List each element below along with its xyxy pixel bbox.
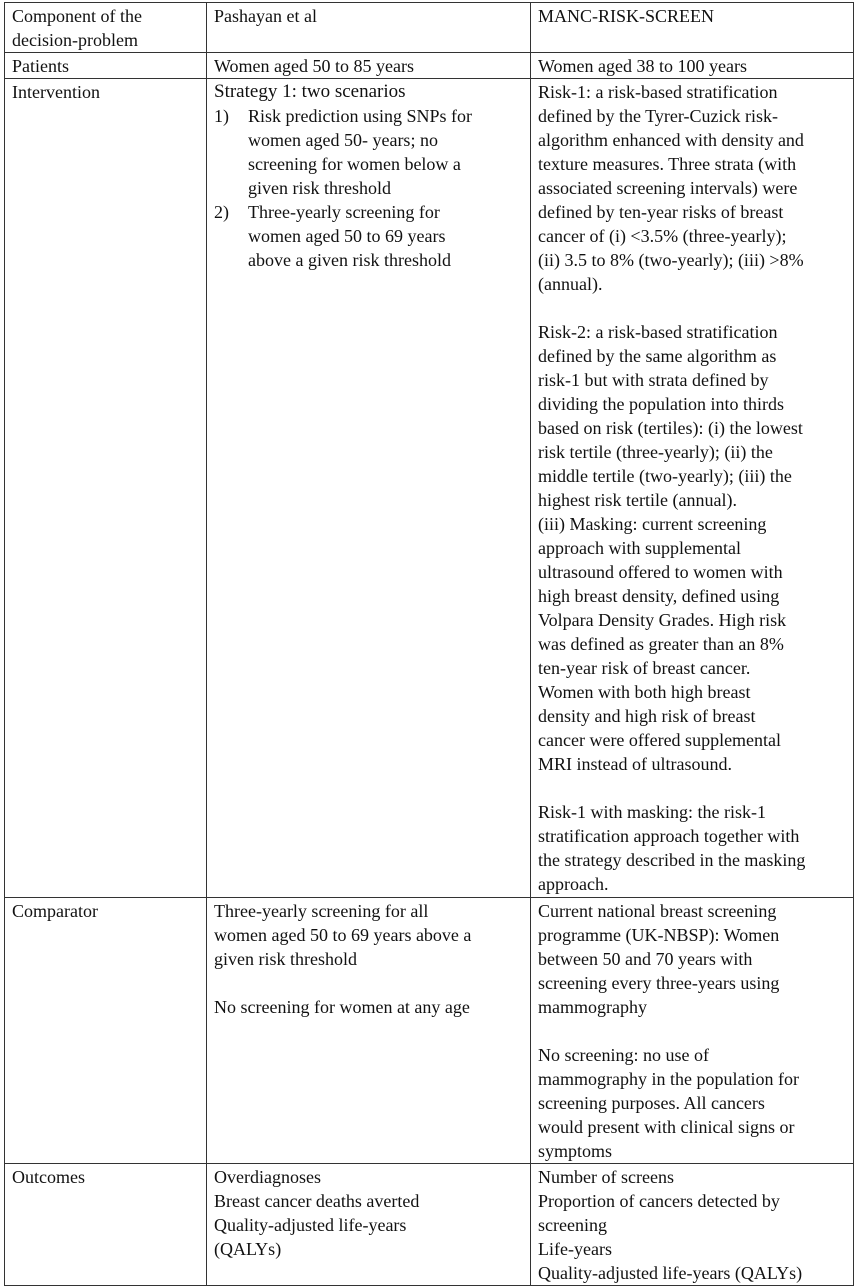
header-pashayan-text: Pashayan et al bbox=[214, 6, 317, 26]
text-line: symptoms bbox=[538, 1141, 613, 1161]
text-line: approach with supplemental bbox=[538, 538, 741, 558]
header-component-cell bbox=[5, 3, 207, 53]
intervention-pashayan-cell bbox=[207, 79, 531, 898]
comparison-table bbox=[4, 2, 854, 1286]
text-line: Three-yearly screening for bbox=[248, 202, 440, 222]
comparator-row bbox=[5, 898, 854, 1164]
text-line: Risk-1 with masking: the risk-1 bbox=[538, 802, 766, 822]
text-line: (ii) 3.5 to 8% (two-yearly); (iii) >8% bbox=[538, 250, 804, 270]
header-pashayan-cell bbox=[207, 3, 531, 53]
risk1-masking-paragraph bbox=[538, 800, 846, 896]
text-line: No screening for women at any age bbox=[214, 997, 470, 1017]
text-line: Quality-adjusted life-years (QALYs) bbox=[538, 1263, 803, 1283]
text-line: was defined as greater than an 8% bbox=[538, 634, 784, 654]
text-line: dividing the population into thirds bbox=[538, 394, 784, 414]
text-line: MRI instead of ultrasound. bbox=[538, 754, 732, 774]
text-line: stratification approach together with bbox=[538, 826, 800, 846]
text-line: risk tertile (three-yearly); (ii) the bbox=[538, 442, 773, 462]
text-line: cancer were offered supplemental bbox=[538, 730, 782, 750]
risk2-paragraph bbox=[538, 320, 846, 512]
strategy-item-number: 2) bbox=[214, 202, 229, 222]
strategy-item-text bbox=[248, 200, 523, 272]
strategy-item-text bbox=[248, 104, 523, 200]
patients-pashayan-cell bbox=[207, 53, 531, 79]
text-line: Risk prediction using SNPs for bbox=[248, 106, 473, 126]
text-line: (iii) Masking: current screening bbox=[538, 514, 767, 534]
text-line: highest risk tertile (annual). bbox=[538, 490, 737, 510]
outcomes-row bbox=[5, 1164, 854, 1286]
outcomes-pashayan-cell bbox=[207, 1164, 531, 1286]
text-line: mammography bbox=[538, 997, 647, 1017]
text-line: screening every three-years using bbox=[538, 973, 780, 993]
text-line: (QALYs) bbox=[214, 1239, 282, 1259]
comparator-label: Comparator bbox=[12, 901, 98, 921]
strategy-item-number: 1) bbox=[214, 106, 229, 126]
strategy-item-1 bbox=[214, 104, 523, 200]
intervention-manc-cell bbox=[531, 79, 854, 898]
outcomes-manc-cell bbox=[531, 1164, 854, 1286]
intervention-label-cell bbox=[5, 79, 207, 898]
comparator-pashayan-p2 bbox=[214, 995, 523, 1019]
text-line: defined by ten-year risks of breast bbox=[538, 202, 784, 222]
text-line: given risk threshold bbox=[248, 178, 391, 198]
masking-paragraph bbox=[538, 512, 846, 776]
text-line: Risk-2: a risk-based stratification bbox=[538, 322, 778, 342]
header-row bbox=[5, 3, 854, 53]
comparator-label-cell bbox=[5, 898, 207, 1164]
intervention-row bbox=[5, 79, 854, 898]
patients-pashayan-text: Women aged 50 to 85 years bbox=[214, 56, 414, 76]
comparator-manc-cell bbox=[531, 898, 854, 1164]
text-line: associated screening intervals) were bbox=[538, 178, 798, 198]
text-line: high breast density, defined using bbox=[538, 586, 780, 606]
text-line: Risk-1: a risk-based stratification bbox=[538, 82, 778, 102]
outcomes-label: Outcomes bbox=[12, 1167, 85, 1187]
text-line: Proportion of cancers detected by bbox=[538, 1191, 780, 1211]
text-line: Three-yearly screening for all bbox=[214, 901, 429, 921]
text-line: algorithm enhanced with density and bbox=[538, 130, 804, 150]
text-line: women aged 50- years; no bbox=[248, 130, 438, 150]
text-line: Breast cancer deaths averted bbox=[214, 1191, 420, 1211]
comparator-pashayan-cell bbox=[207, 898, 531, 1164]
outcomes-pashayan-list bbox=[214, 1165, 523, 1261]
header-component-text bbox=[12, 4, 199, 52]
text-line: texture measures. Three strata (with bbox=[538, 154, 797, 174]
strategy-title: Strategy 1: two scenarios bbox=[214, 81, 406, 102]
patients-manc-text: Women aged 38 to 100 years bbox=[538, 56, 747, 76]
text-line: based on risk (tertiles): (i) the lowest bbox=[538, 418, 803, 438]
outcomes-manc-list bbox=[538, 1165, 846, 1285]
intervention-label: Intervention bbox=[12, 82, 100, 102]
strategy-item-2 bbox=[214, 200, 523, 272]
patients-row bbox=[5, 53, 854, 79]
strategy-list bbox=[214, 104, 523, 272]
text-line: Overdiagnoses bbox=[214, 1167, 321, 1187]
text-line: screening purposes. All cancers bbox=[538, 1093, 765, 1113]
text-line: Volpara Density Grades. High risk bbox=[538, 610, 787, 630]
text-line: women aged 50 to 69 years bbox=[248, 226, 446, 246]
comparator-manc-p1 bbox=[538, 899, 846, 1019]
text-line: No screening: no use of bbox=[538, 1045, 709, 1065]
text-line: between 50 and 70 years with bbox=[538, 949, 753, 969]
text-line: above a given risk threshold bbox=[248, 250, 451, 270]
text-line: defined by the Tyrer-Cuzick risk- bbox=[538, 106, 778, 126]
text-line: middle tertile (two-yearly); (iii) the bbox=[538, 466, 792, 486]
text-line: density and high risk of breast bbox=[538, 706, 756, 726]
text-line: screening bbox=[538, 1215, 607, 1235]
text-line: (annual). bbox=[538, 274, 603, 294]
text-line: given risk threshold bbox=[214, 949, 357, 969]
text-line: ultrasound offered to women with bbox=[538, 562, 783, 582]
text-line: risk-1 but with strata defined by bbox=[538, 370, 769, 390]
text-line: defined by the same algorithm as bbox=[538, 346, 777, 366]
text-line: Current national breast screening bbox=[538, 901, 777, 921]
patients-manc-cell bbox=[531, 53, 854, 79]
header-manc-text: MANC-RISK-SCREEN bbox=[538, 6, 715, 26]
comparator-pashayan-p1 bbox=[214, 899, 523, 971]
text-line: Life-years bbox=[538, 1239, 612, 1259]
text-line: ten-year risk of breast cancer. bbox=[538, 658, 751, 678]
text-line: Number of screens bbox=[538, 1167, 674, 1187]
risk1-paragraph bbox=[538, 80, 846, 296]
text-line: screening for women below a bbox=[248, 154, 461, 174]
comparator-manc-p2 bbox=[538, 1043, 846, 1163]
text-line: mammography in the population for bbox=[538, 1069, 799, 1089]
text-line: women aged 50 to 69 years above a bbox=[214, 925, 472, 945]
text-line: decision-problem bbox=[12, 30, 138, 50]
text-line: Quality-adjusted life-years bbox=[214, 1215, 407, 1235]
text-line: approach. bbox=[538, 874, 609, 894]
patients-label-cell bbox=[5, 53, 207, 79]
text-line: cancer of (i) <3.5% (three-yearly); bbox=[538, 226, 787, 246]
patients-label: Patients bbox=[12, 56, 69, 76]
outcomes-label-cell bbox=[5, 1164, 207, 1286]
text-line: programme (UK-NBSP): Women bbox=[538, 925, 780, 945]
text-line: the strategy described in the masking bbox=[538, 850, 806, 870]
header-manc-cell bbox=[531, 3, 854, 53]
text-line: Component of the bbox=[12, 6, 142, 26]
text-line: Women with both high breast bbox=[538, 682, 751, 702]
text-line: would present with clinical signs or bbox=[538, 1117, 795, 1137]
